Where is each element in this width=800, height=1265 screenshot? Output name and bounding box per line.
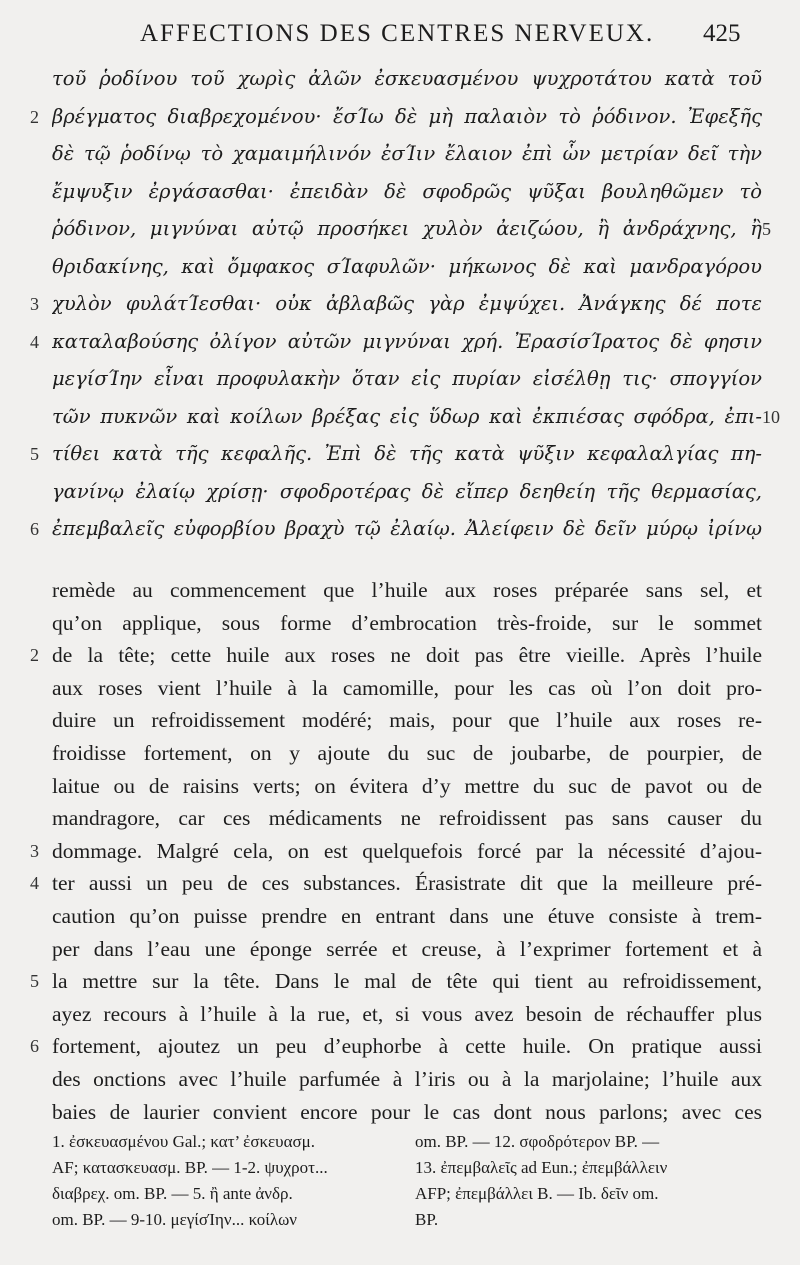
french-text-line: remède au commencement que l’huile aux roses préparée sans sel, et (52, 578, 762, 602)
chapter-marker-left: 6 (30, 1036, 39, 1057)
chapter-marker-left: 4 (30, 331, 39, 352)
french-text-line: caution qu’on puisse prendre en entrant dans une étuve consiste à trem- (52, 904, 762, 928)
greek-text-line: καταλαβούσης ὀλίγον αὐτῶν μιγνύναι χρή. ἘρασίσΊρατος δὲ φησιν (52, 329, 762, 353)
footnote-line-right: BP. (415, 1210, 439, 1229)
footnote-line-right: AFP; ἐπεμβάλλει B. — Ib. δεῖν om. (415, 1184, 659, 1203)
greek-text-line: βρέγματος διαβρεχομένου· ἔσΊω δὲ μὴ παλαιὸν τὸ ῥόδινον. Ἐφεξῆς (52, 104, 762, 128)
footnote-line-left: διαβρεχ. om. BP. — 5. ἢ ante ἀνδρ. (52, 1184, 293, 1203)
page-number: 425 (703, 20, 741, 47)
french-text-line: de la tête; cette huile aux roses ne doit pas être vieille. Après l’huile (52, 643, 762, 668)
running-title: AFFECTIONS DES CENTRES NERVEUX. (140, 20, 655, 47)
french-text-line: ter aussi un peu de ces substances. Érasistrate dit que la meilleure pré- (52, 871, 762, 896)
footnote-line-left: om. BP. — 9-10. μεγίσΊην... κοίλων (52, 1210, 297, 1229)
french-text-line: duire un refroidissement modéré; mais, pour que l’huile aux roses re- (52, 708, 762, 733)
chapter-marker-left: 5 (30, 444, 39, 464)
chapter-marker-left: 3 (30, 840, 39, 861)
french-text-line: ayez recours à l’huile à la rue, et, si vous avez besoin de réchauffer plus (52, 1001, 762, 1026)
french-text-line: aux roses vient l’huile à la camomille, pour les cas où l’on doit pro- (52, 675, 762, 700)
french-text-line: fortement, ajoutez un peu d’euphorbe à cette huile. On pratique aussi (52, 1034, 762, 1059)
line-number-right: 5 (762, 219, 771, 239)
greek-text-line: δὲ τῷ ῥοδίνῳ τὸ χαμαιμήλινόν ἐσΊιν ἔλαιον ἐπὶ ὧν μετρίαν δεῖ τὴν (52, 142, 762, 165)
footnote-line-right: 13. ἐπεμβαλεῖς ad Eun.; ἐπεμβάλλειν (415, 1158, 668, 1177)
line-number-right: 10 (762, 406, 780, 427)
greek-text-line: ῥόδινον, μιγνύναι αὐτῷ προσήκει χυλὸν ἀειζώου, ἢ ἀνδράχνης, ἢ (52, 217, 762, 240)
footnote-line-left: 1. ἐσκευασμένου Gal.; κατ’ ἐσκευασμ. (52, 1132, 316, 1151)
chapter-marker-left: 6 (30, 519, 39, 539)
french-text-line: per dans l’eau une éponge serrée et creuse, à l’exprimer fortement et à (52, 936, 762, 961)
french-text-line: des onctions avec l’huile parfumée à l’iris ou à la marjolaine; l’huile aux (52, 1067, 762, 1091)
greek-text-line: θριδακίνης, καὶ ὄμφακος σΊαφυλῶν· μήκωνος δὲ καὶ μανδραγόρου (52, 254, 762, 278)
chapter-marker-left: 3 (30, 294, 39, 314)
chapter-marker-left: 4 (30, 873, 39, 894)
french-text-line: froidisse fortement, on y ajoute du suc de joubarbe, de pourpier, de (52, 741, 762, 765)
greek-text-line: ἐπεμβαλεῖς εὐφορβίου βραχὺ τῷ ἐλαίῳ. Ἀλείφειν δὲ δεῖν μύρῳ ἰρίνῳ (52, 517, 762, 540)
running-header (0, 16, 800, 52)
greek-text-line: τῶν πυκνῶν καὶ κοίλων βρέξας εἰς ὕδωρ καὶ ἐκπιέσας σφόδρα, ἐπι- (52, 404, 762, 428)
chapter-marker-left: 5 (30, 971, 39, 992)
greek-text-line: χυλὸν φυλάτΊεσθαι· οὐκ ἀβλαβῶς γὰρ ἐμψύχει. Ἀνάγκης δέ ποτε (52, 292, 762, 315)
greek-text-line: ἔμψυξιν ἐργάσασθαι· ἐπειδὰν δὲ σφοδρῶς ψῦξαι βουληθῶμεν τὸ (52, 179, 762, 203)
french-text-line: qu’on applique, sous forme d’embrocation très-froide, sur le sommet (52, 610, 762, 635)
chapter-marker-left: 2 (30, 106, 39, 127)
footnote-line-left: AF; κατασκευασμ. BP. — 1-2. ψυχροτ... (52, 1158, 328, 1177)
chapter-marker-left: 2 (30, 645, 39, 666)
greek-text-line: γανίνῳ ἐλαίῳ χρίσῃ· σφοδροτέρας δὲ εἴπερ δεηθείη τῆς θερμασίας, (52, 479, 762, 503)
greek-text-line: τοῦ ῥοδίνου τοῦ χωρὶς ἀλῶν ἐσκευασμένου ψυχροτάτου κατὰ τοῦ (52, 67, 762, 90)
french-text-line: mandragore, car ces médicaments ne refroidissent pas sans causer du (52, 806, 762, 831)
french-text-line: dommage. Malgré cela, on est quelquefois forcé par la nécessité d’ajou- (52, 838, 762, 863)
french-text-line: la mettre sur la tête. Dans le mal de tête qui tient au refroidissement, (52, 969, 762, 994)
footnote-line-right: om. BP. — 12. σφοδρότερον BP. — (415, 1132, 660, 1151)
greek-text-line: μεγίσΊην εἶναι προφυλακὴν ὅταν εἰς πυρίαν εἰσέλθῃ τις· σπογγίον (52, 367, 762, 390)
french-text-line: laitue ou de raisins verts; on évitera d’y mettre du suc de pavot ou de (52, 773, 762, 798)
french-text-line: baies de laurier convient encore pour le cas dont nous parlons; avec ces (52, 1099, 762, 1124)
greek-text-line: τίθει κατὰ τῆς κεφαλῆς. Ἐπὶ δὲ τῆς κατὰ ψῦξιν κεφαλαλγίας πη- (52, 442, 762, 465)
